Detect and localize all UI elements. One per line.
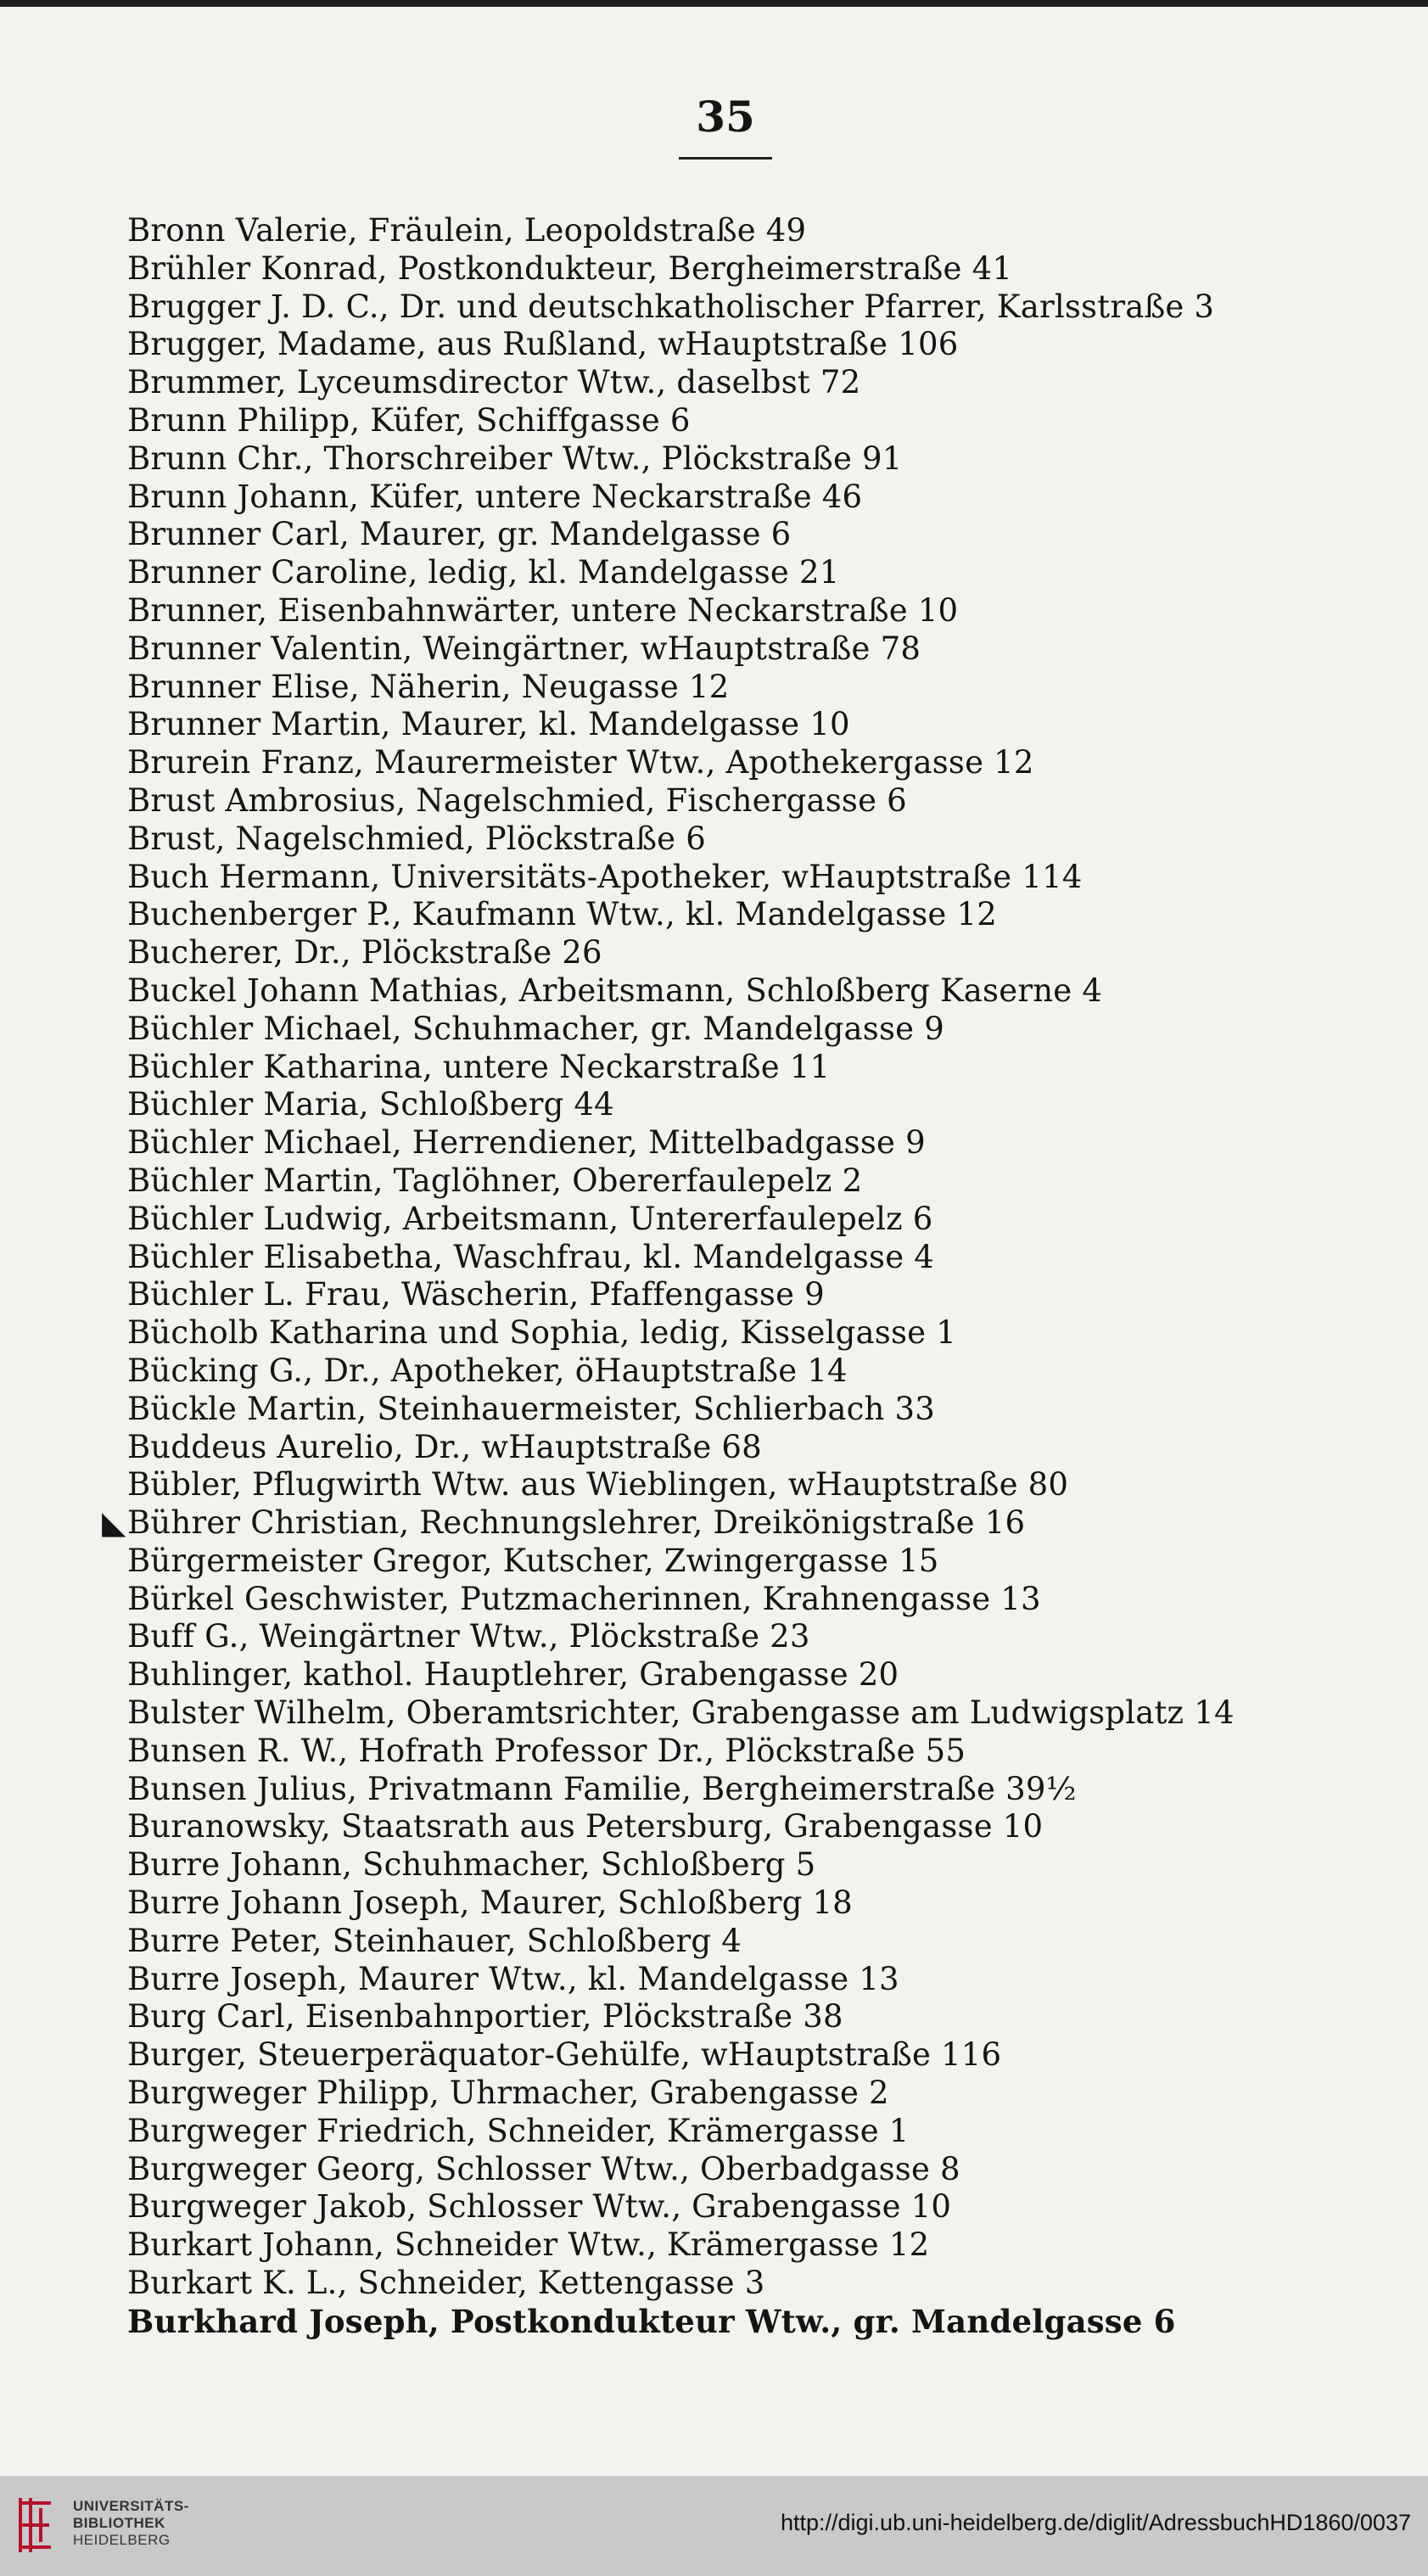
entry-text: Bührer Christian, Rechnungslehrer, Dreikönigstraße 16 bbox=[127, 1504, 1026, 1542]
directory-entry bbox=[127, 2265, 1383, 2303]
directory-entry bbox=[127, 1011, 1383, 1049]
directory-entry bbox=[127, 326, 1383, 364]
directory-entry bbox=[127, 972, 1383, 1011]
entry-text: Brunner Carl, Maurer, gr. Mandelgasse 6 bbox=[127, 516, 792, 553]
directory-entry bbox=[127, 820, 1383, 859]
entry-text: Brunner Caroline, ledig, kl. Mandelgasse 21 bbox=[127, 554, 840, 591]
entry-text: Burgweger Philipp, Uhrmacher, Grabengasse 2 bbox=[127, 2075, 889, 2112]
directory-entry bbox=[127, 1049, 1383, 1087]
directory-entries bbox=[102, 212, 1383, 2341]
entry-text: Brunn Chr., Thorschreiber Wtw., Plöckstraße 91 bbox=[127, 440, 903, 477]
top-border bbox=[0, 0, 1428, 7]
source-url-link[interactable]: http://digi.ub.uni-heidelberg.de/diglit/AdressbuchHD1860/0037 bbox=[780, 2510, 1411, 2535]
directory-entry bbox=[127, 896, 1383, 934]
entry-text: Burgweger Georg, Schlosser Wtw., Oberbadgasse 8 bbox=[127, 2150, 960, 2187]
entry-text: Brunner Elise, Näherin, Neugasse 12 bbox=[127, 668, 730, 705]
entry-text: Bübler, Pflugwirth Wtw. aus Wieblingen, wHauptstraße 80 bbox=[127, 1466, 1069, 1504]
directory-entry bbox=[127, 288, 1383, 327]
directory-entry bbox=[127, 1239, 1383, 1277]
entry-text: Büchler Elisabetha, Waschfrau, kl. Mandelgasse 4 bbox=[127, 1238, 935, 1275]
directory-entry bbox=[127, 1086, 1383, 1124]
entry-text: Burger, Steuerperäquator-Gehülfe, wHauptstraße 116 bbox=[127, 2036, 1002, 2074]
directory-entry bbox=[127, 440, 1383, 479]
directory-entry bbox=[127, 1466, 1383, 1504]
entry-text: Buranowsky, Staatsrath aus Petersburg, Grabengasse 10 bbox=[127, 1808, 1044, 1845]
entry-text: Brühler Konrad, Postkondukteur, Bergheimerstraße 41 bbox=[127, 249, 1013, 287]
entry-text: Brunn Philipp, Küfer, Schiffgasse 6 bbox=[127, 401, 691, 439]
directory-entry bbox=[127, 630, 1383, 669]
directory-entry bbox=[127, 1923, 1383, 1961]
entry-text: Brunner, Eisenbahnwärter, untere Neckarstraße 10 bbox=[127, 591, 959, 629]
directory-entry bbox=[127, 859, 1383, 897]
entry-text: Brust Ambrosius, Nagelschmied, Fischergasse 6 bbox=[127, 781, 907, 819]
directory-entry bbox=[127, 2036, 1383, 2075]
entry-text: Buddeus Aurelio, Dr., wHauptstraße 68 bbox=[127, 1428, 762, 1465]
directory-entry bbox=[127, 2226, 1383, 2265]
entry-text: Burkart K. L., Schneider, Kettengasse 3 bbox=[127, 2265, 765, 2302]
directory-entry bbox=[127, 1618, 1383, 1656]
entry-text: Brurein Franz, Maurermeister Wtw., Apothekergasse 12 bbox=[127, 744, 1034, 781]
directory-entry bbox=[127, 1391, 1383, 1429]
entry-text: Brust, Nagelschmied, Plöckstraße 6 bbox=[127, 820, 706, 857]
directory-entry bbox=[127, 706, 1383, 744]
entry-text: Buhlinger, kathol. Hauptlehrer, Grabengasse 20 bbox=[127, 1656, 899, 1694]
entry-text: Burkhard Joseph, Postkondukteur Wtw., gr. Mandelgasse 6 bbox=[127, 2302, 1176, 2340]
directory-entry bbox=[127, 250, 1383, 288]
entry-text: Brunner Martin, Maurer, kl. Mandelgasse 10 bbox=[127, 706, 850, 743]
entry-text: Burkart Johann, Schneider Wtw., Krämergasse 12 bbox=[127, 2226, 930, 2264]
entry-text: Burre Johann, Schuhmacher, Schloßberg 5 bbox=[127, 1846, 816, 1884]
directory-entry bbox=[127, 516, 1383, 554]
directory-entry bbox=[127, 2075, 1383, 2113]
directory-entry bbox=[127, 1733, 1383, 1771]
entry-text: Bürgermeister Gregor, Kutscher, Zwingergasse 15 bbox=[127, 1542, 939, 1579]
entry-text: Bulster Wilhelm, Oberamtsrichter, Grabengasse am Ludwigsplatz 14 bbox=[127, 1694, 1235, 1732]
directory-entry bbox=[127, 1276, 1383, 1314]
entry-text: Büchler Michael, Schuhmacher, gr. Mandelgasse 9 bbox=[127, 1010, 944, 1047]
directory-entry bbox=[127, 2113, 1383, 2151]
directory-entry bbox=[127, 479, 1383, 517]
entry-text: Büchler Maria, Schloßberg 44 bbox=[127, 1086, 614, 1123]
library-name: UNIVERSITÄTS- BIBLIOTHEK HEIDELBERG bbox=[73, 2498, 189, 2548]
entry-text: Bücking G., Dr., Apotheker, öHauptstraße 14 bbox=[127, 1352, 848, 1389]
entry-text: Büchler Michael, Herrendiener, Mittelbadgasse 9 bbox=[127, 1124, 926, 1162]
entry-text: Büchler Ludwig, Arbeitsmann, Untererfaulepelz 6 bbox=[127, 1200, 933, 1237]
directory-entry bbox=[127, 669, 1383, 707]
directory-entry bbox=[127, 1429, 1383, 1467]
entry-text: Büchler L. Frau, Wäscherin, Pfaffengasse 9 bbox=[127, 1276, 825, 1313]
entry-text: Burre Joseph, Maurer Wtw., kl. Mandelgasse 13 bbox=[127, 1960, 899, 1997]
entry-text: Büchler Martin, Taglöhner, Obererfaulepelz 2 bbox=[127, 1162, 863, 1199]
directory-entry bbox=[127, 1656, 1383, 1694]
entry-text: Burre Peter, Steinhauer, Schloßberg 4 bbox=[127, 1922, 742, 1959]
directory-entry bbox=[127, 1884, 1383, 1923]
entry-text: Brugger J. D. C., Dr. und deutschkatholischer Pfarrer, Karlsstraße 3 bbox=[127, 288, 1215, 325]
footer-bar bbox=[0, 2476, 1428, 2576]
directory-entry bbox=[127, 2188, 1383, 2226]
entry-text: Burre Johann Joseph, Maurer, Schloßberg 18 bbox=[127, 1884, 853, 1922]
entry-text: Buff G., Weingärtner Wtw., Plöckstraße 23 bbox=[127, 1618, 810, 1655]
directory-entry bbox=[127, 554, 1383, 592]
entry-text: Brunn Johann, Küfer, untere Neckarstraße 46 bbox=[127, 478, 863, 515]
directory-entry bbox=[127, 1694, 1383, 1733]
directory-entry bbox=[127, 1124, 1383, 1162]
directory-entry bbox=[127, 2151, 1383, 2189]
page-number: 35 bbox=[696, 92, 755, 142]
entry-text: Buchenberger P., Kaufmann Wtw., kl. Mandelgasse 12 bbox=[127, 896, 997, 933]
directory-entry bbox=[127, 1201, 1383, 1239]
entry-text: Brummer, Lyceumsdirector Wtw., daselbst 72 bbox=[127, 364, 861, 401]
entry-text: Büchler Katharina, untere Neckarstraße 11 bbox=[127, 1048, 831, 1085]
entry-text: Bunsen Julius, Privatmann Familie, Bergheimerstraße 39½ bbox=[127, 1770, 1077, 1807]
directory-entry bbox=[127, 1581, 1383, 1619]
directory-entry bbox=[127, 1961, 1383, 1999]
entry-text: Buckel Johann Mathias, Arbeitsmann, Schloßberg Kaserne 4 bbox=[127, 972, 1103, 1009]
directory-entry bbox=[127, 592, 1383, 630]
entry-text: Burgweger Friedrich, Schneider, Krämergasse 1 bbox=[127, 2112, 910, 2149]
directory-entry bbox=[127, 1998, 1383, 2036]
page-number-underline bbox=[679, 157, 772, 160]
directory-entry bbox=[127, 212, 1383, 250]
entry-text: Bunsen R. W., Hofrath Professor Dr., Plöckstraße 55 bbox=[127, 1732, 966, 1769]
entry-text: Bürkel Geschwister, Putzmacherinnen, Krahnengasse 13 bbox=[127, 1580, 1041, 1617]
directory-entry bbox=[127, 1352, 1383, 1391]
directory-entry bbox=[127, 1162, 1383, 1201]
entry-text: Bückle Martin, Steinhauermeister, Schlierbach 33 bbox=[127, 1390, 936, 1427]
directory-entry bbox=[127, 1771, 1383, 1809]
directory-entry bbox=[127, 1314, 1383, 1352]
library-logo-icon bbox=[15, 2495, 56, 2556]
entry-text: Buch Hermann, Universitäts-Apotheker, wHauptstraße 114 bbox=[127, 858, 1083, 895]
directory-entry bbox=[127, 2303, 1383, 2341]
entry-text: Bücholb Katharina und Sophia, ledig, Kisselgasse 1 bbox=[127, 1314, 956, 1352]
directory-entry bbox=[127, 782, 1383, 820]
entry-text: Bronn Valerie, Fräulein, Leopoldstraße 49 bbox=[127, 212, 807, 249]
entry-text: Burg Carl, Eisenbahnportier, Plöckstraße 38 bbox=[127, 1998, 843, 2036]
directory-entry bbox=[127, 744, 1383, 782]
directory-entry bbox=[127, 402, 1383, 440]
entry-text: Brunner Valentin, Weingärtner, wHauptstraße 78 bbox=[127, 630, 921, 667]
directory-entry bbox=[127, 1808, 1383, 1846]
directory-entry: ◣Bührer Christian, Rechnungslehrer, Dreikönigstraße 16 bbox=[102, 1504, 1026, 1542]
directory-entry bbox=[127, 934, 1383, 972]
entry-text: Brugger, Madame, aus Rußland, wHauptstraße 106 bbox=[127, 326, 959, 363]
entry-text: Bucherer, Dr., Plöckstraße 26 bbox=[127, 934, 602, 972]
directory-entry bbox=[127, 364, 1383, 402]
directory-entry bbox=[127, 1543, 1383, 1581]
directory-entry bbox=[127, 1846, 1383, 1884]
entry-text: Burgweger Jakob, Schlosser Wtw., Grabengasse 10 bbox=[127, 2188, 952, 2226]
